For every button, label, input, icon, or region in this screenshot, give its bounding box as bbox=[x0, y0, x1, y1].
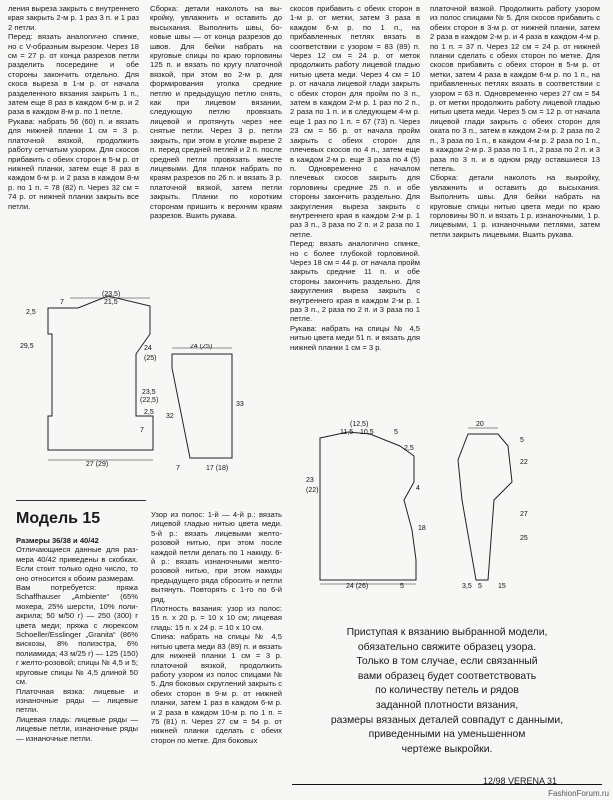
model-title: Модель 15 bbox=[16, 510, 101, 527]
text-column-2 bbox=[150, 4, 282, 220]
dim-label: (22,5) bbox=[140, 397, 158, 404]
notice-line: чертеже выкройки. bbox=[401, 743, 493, 755]
paragraph: ления выреза закрыть с внутреннего края закрыть 2-м р. 1 раз 3 п. и 1 раз 2 петли. bbox=[8, 4, 139, 32]
notice-line: вами образец будет соответствовать bbox=[357, 670, 537, 682]
paragraph: Узор из полос: 1-й — 4-й р.: вязать лицевой гладью нитью цвета меди. 5-й р.: вязать лицевыми желто-розовой нитью, при этом после каждой петли делать по 1 накиду. 6-й р.: вязать изнаночными желто-розовой нитью, при этом накиды предыдущего ряда сбросить и петли вытянуть. Повторять с 1-го по 6-й ряд. bbox=[151, 510, 282, 604]
pattern-schema-sleeve bbox=[162, 344, 252, 474]
paragraph: Сборка: детали наколоть на выкройку, увлажнить и оставить до высыхания. Выполнить швы, боковые швы — от конца разрезов до швов. Для бейки набрать на круговые спицы по краю горловины 125 п. и вязать по кругу платочной вязкой, при этом во 2-м р. для формирования уголка средние петлю и предыдущую петлю снять, как при лицевом вязании, следующую петлю провязать лицевой и протянуть через нее снятые петли. Через 3 р. петли закрыть, при этом в уголке вырезе 2 п. перед средней петлей и 2 п. после средней петли провязать вместе лицевыми. Для планок набрать по краям разрезов по 26 п. и вязать 3 р. платочной вязкой, затем петли закрыть. Планки по коротким сторонам пришить к верхним краям разрезов. Вшить рукава. bbox=[150, 4, 282, 220]
dim-label: (12,5) bbox=[350, 421, 369, 428]
dim-label: (22) bbox=[306, 487, 319, 494]
notice-line: приведенными на уменьшенном bbox=[368, 729, 526, 741]
dim-label: 3,5 bbox=[462, 583, 472, 590]
divider bbox=[16, 500, 146, 501]
text-column-4 bbox=[430, 4, 600, 239]
paragraph: Рукава: набрать на спицы № 4,5 нитью цвета меди 51 п. и вязать для нижней планки 1 см = 3 р. bbox=[290, 323, 420, 352]
dim-label: 4 bbox=[416, 485, 420, 492]
dim-label: 2,5 bbox=[404, 445, 414, 452]
dim-label: 15 bbox=[498, 583, 506, 590]
dim-label: 10,5 bbox=[360, 429, 374, 436]
dim-label: 33 bbox=[236, 401, 244, 408]
dim-label: 7 bbox=[140, 427, 144, 434]
paragraph: Платочная вязка: лицевые и изнаночные ряды — лицевые петли. bbox=[16, 686, 138, 715]
paragraph: Сборка: детали наколоть на выкройку, увлажнить и оставить до высыхания. Выполнить швы. Для бейки набрать на круговые спицы нитью цвета меди по краю горловины 90 п. и вязать 1 р. изнаночными, 1 р. лицевыми, 1 р. изнаночными петлями, затем петли закрыть лицевыми. Вшить рукава. bbox=[430, 173, 600, 239]
dim-label: 2,5 bbox=[26, 309, 36, 316]
dim-label: 5 bbox=[394, 429, 398, 436]
dim-label: 17 (18) bbox=[206, 465, 229, 472]
dim-label: 5 bbox=[478, 583, 482, 590]
dim-label: 5 bbox=[400, 583, 404, 590]
paragraph: Спина: набрать на спицы № 4,5 нитью цвета меди 83 (89) п. и вязать для нижней планки 1 см = 3 р. платочной вязкой, продолжить работу узором из полос спицами № 5. Для боковых скруглений закрыть с обеих сторон в 9-м р. от нижней планки, затем 1 раз в каждом 6-м р. и 2 раза в каждом 10-м р. по 1 п. = 75 (81) п. Через 27 см = 54 р. от нижней планки сделать с обеих сторон по метке. Для боковых bbox=[151, 632, 282, 745]
notice-line: размеры вязаных деталей совпадут с данными, bbox=[330, 714, 564, 726]
dim-label: 27 (29) bbox=[86, 461, 109, 468]
dim-label: 27 bbox=[520, 511, 528, 518]
notice-line: Приступая к вязанию выбранной модели, bbox=[346, 627, 548, 638]
dim-label: 23,5 bbox=[142, 389, 156, 396]
notice-line: заданной плотности вязания, bbox=[375, 699, 519, 711]
dim-label: 24 (26) bbox=[346, 583, 369, 590]
dim-label: 5 bbox=[520, 437, 524, 444]
dim-label: 32 bbox=[166, 413, 174, 420]
dim-label: 24 (25) bbox=[190, 344, 213, 350]
dim-label: 29,5 bbox=[20, 343, 34, 350]
knitting-notice bbox=[292, 626, 602, 757]
paragraph: Лицевая гладь: лицевые ряды — лицевые петли, изнаночные ряды — изнаночные петли. bbox=[16, 714, 138, 743]
dim-label: (23,5) bbox=[102, 291, 121, 298]
notice-line: Только в том случае, если связанный bbox=[356, 656, 538, 668]
dim-label: 21,5 bbox=[104, 299, 118, 306]
dim-label: 7 bbox=[60, 299, 64, 306]
paragraph: Перед: вязать аналогично спинке, но с V-образным вырезом. Через 18 см = 27 р. от конца разрезов петли разделить посередине и обе стороны закончить отдельно. Для скоса выреза в 1-м р. от начала разделенного вязания закрыть 1 п., затем еще 8 раз в каждом 6-м р. и 2 раза в каждом 8-м р. по 1 петле. bbox=[8, 32, 139, 117]
page-footer: 12/98 VERENA 31 bbox=[482, 776, 557, 786]
watermark: FashionForum.ru bbox=[548, 789, 609, 798]
dim-label: 7 bbox=[176, 465, 180, 472]
text-column-1 bbox=[8, 4, 139, 211]
paragraph: Рукава: набрать 56 (60) п. и вязать для нижней планки 1 см = 3 р. платочной вязкой, продолжить работу сетчатым узором. Для скосов прибавить с обеих сторон в 5-м р. от нижней планки, затем еще 8 раз в каждом 6-м р. и 2 раза в каждом 8-м р. по 1 п. = 78 (82) п. Через 32 см = 74 р. от нижней планки закрыть все петли. bbox=[8, 116, 139, 211]
paragraph: Отличающиеся данные для размера 40/42 приведены в скобках. Если стоит только одно число, то оно относится к обоим размерам. bbox=[16, 545, 138, 583]
pattern-schema-model15-sleeve bbox=[448, 420, 588, 590]
paragraph: Перед: вязать аналогично спинке, но с более глубокой горловиной. Через 18 см = 44 р. от начала пройм закрыть средние 11 п. и обе стороны закончить раздельно. Для закругления выреза закрыть с внутреннего края в каждом 2-м р. 1 раз 3 п., 2 раза по 2 п. и 3 раза по 1 петле. bbox=[290, 239, 420, 324]
dim-label: 18 bbox=[418, 525, 426, 532]
paragraph: Плотность вязания: узор из полос: 15 п. x 20 р. = 10 x 10 см; лицевая гладь: 15 п. x 24 р. = 10 x 10 см. bbox=[151, 604, 282, 632]
paragraph: Вам потребуется: пряжа Schaffhauser „Ambiente“ (65% мохера, 25% шерсти, 10% полиакрила; 50 м/50 г) — 250 (300) г цвета меди; пряжа с люрексом Schoeller/Esslinger „Granita“ (86% вискозы, 8% полиэстра, 6% полиамида; 43 м/25 г) — 125 (150) г желто-розовой; спицы № 4,5 и 5; круговые спицы № 4,5 длиной 50 см. bbox=[16, 583, 138, 687]
text-column-3 bbox=[290, 4, 420, 352]
pattern-schema-body bbox=[8, 290, 158, 470]
paragraph: платочной вязкой. Продолжить работу узором из полос спицами № 5. Для скосов прибавить с обеих сторон в 3-м р. от нижней планки, затем 2 раза в каждом 2-м р. и 4 раза в каждом 4-м р. по 1 п. = 37 п. Через 12 см = 24 р. от нижней планки сделать с обеих сторон по метке. Для скосов прибавить с обеих сторон в 5-м р. от метки, затем 4 раза в каждом 6-м р. по 1 п., на прибавленных петлях вязать в соответствии с узором = 63 п. Одновременно через 27 см = 54 р. от метки продолжить работу лицевой гладью нитью цвета меди. Через 5 см = 12 р. от начала лицевой глади закрыть с обеих сторон для оката по 3 п., затем в каждом 2-м р. 2 раза по 2 п., 3 раза по 1 п., в каждом 4-м р. 2 раза по 1 п., в каждом 2-м р. 3 раза по 1 п., 2 раза по 2 п. и 3 раза по 3 п. и в одном ряду оставшиеся 13 петель. bbox=[430, 4, 600, 173]
pattern-schema-model15-body bbox=[300, 420, 430, 590]
dim-label: 25 bbox=[520, 535, 528, 542]
dim-label: (25) bbox=[144, 355, 157, 362]
model-text-column-1 bbox=[16, 536, 138, 743]
dim-label: 11,5 bbox=[340, 429, 354, 436]
dim-label: 20 bbox=[476, 421, 484, 428]
dim-label: 23 bbox=[306, 477, 314, 484]
dim-label: 22 bbox=[520, 459, 528, 466]
sizes-heading: Размеры 36/38 и 40/42 bbox=[16, 536, 99, 545]
notice-line: по количеству петель и рядов bbox=[375, 685, 519, 697]
dim-label: 24 bbox=[144, 345, 152, 352]
notice-line: обязательно свяжите образец узора. bbox=[357, 641, 537, 653]
dim-label: 2,5 bbox=[144, 409, 154, 416]
paragraph: скосов прибавить с обеих сторон в 1-м р. от метки, затем 3 раза в каждом 6-м р. по 1 п., на прибавленных петлях вязать в соответствии с узором = 83 (89) п. Через 12 см = 24 р. от меток продолжить работу лицевой гладью нитью цвета меди. Через 4 см = 10 р. от начала лицевой глади закрыть с обеих сторон для пройм по 3 п., затем в каждом 2-м р. 1 раз по 2 п., 2 раза по 1 п. и в следующем 4-м р. еще 1 раз по 1 п. = 67 (73) п. Через 23 см = 56 р. от начала пройм закрыть с обеих сторон для плечевых скосов по 4 п., затем еще в каждом 2-м р. еще 3 раза по 4 (5) п. Одновременно с началом плечевых скосов закрыть для горловины средние 25 п. и обе стороны закончить раздельно. Для закругления выреза закрыть с внутреннего края в каждом 2-м р. 1 раз 3 п., 3 раза по 2 п. и 2 раза по 1 петле. bbox=[290, 4, 420, 239]
model-text-column-2 bbox=[151, 510, 282, 745]
